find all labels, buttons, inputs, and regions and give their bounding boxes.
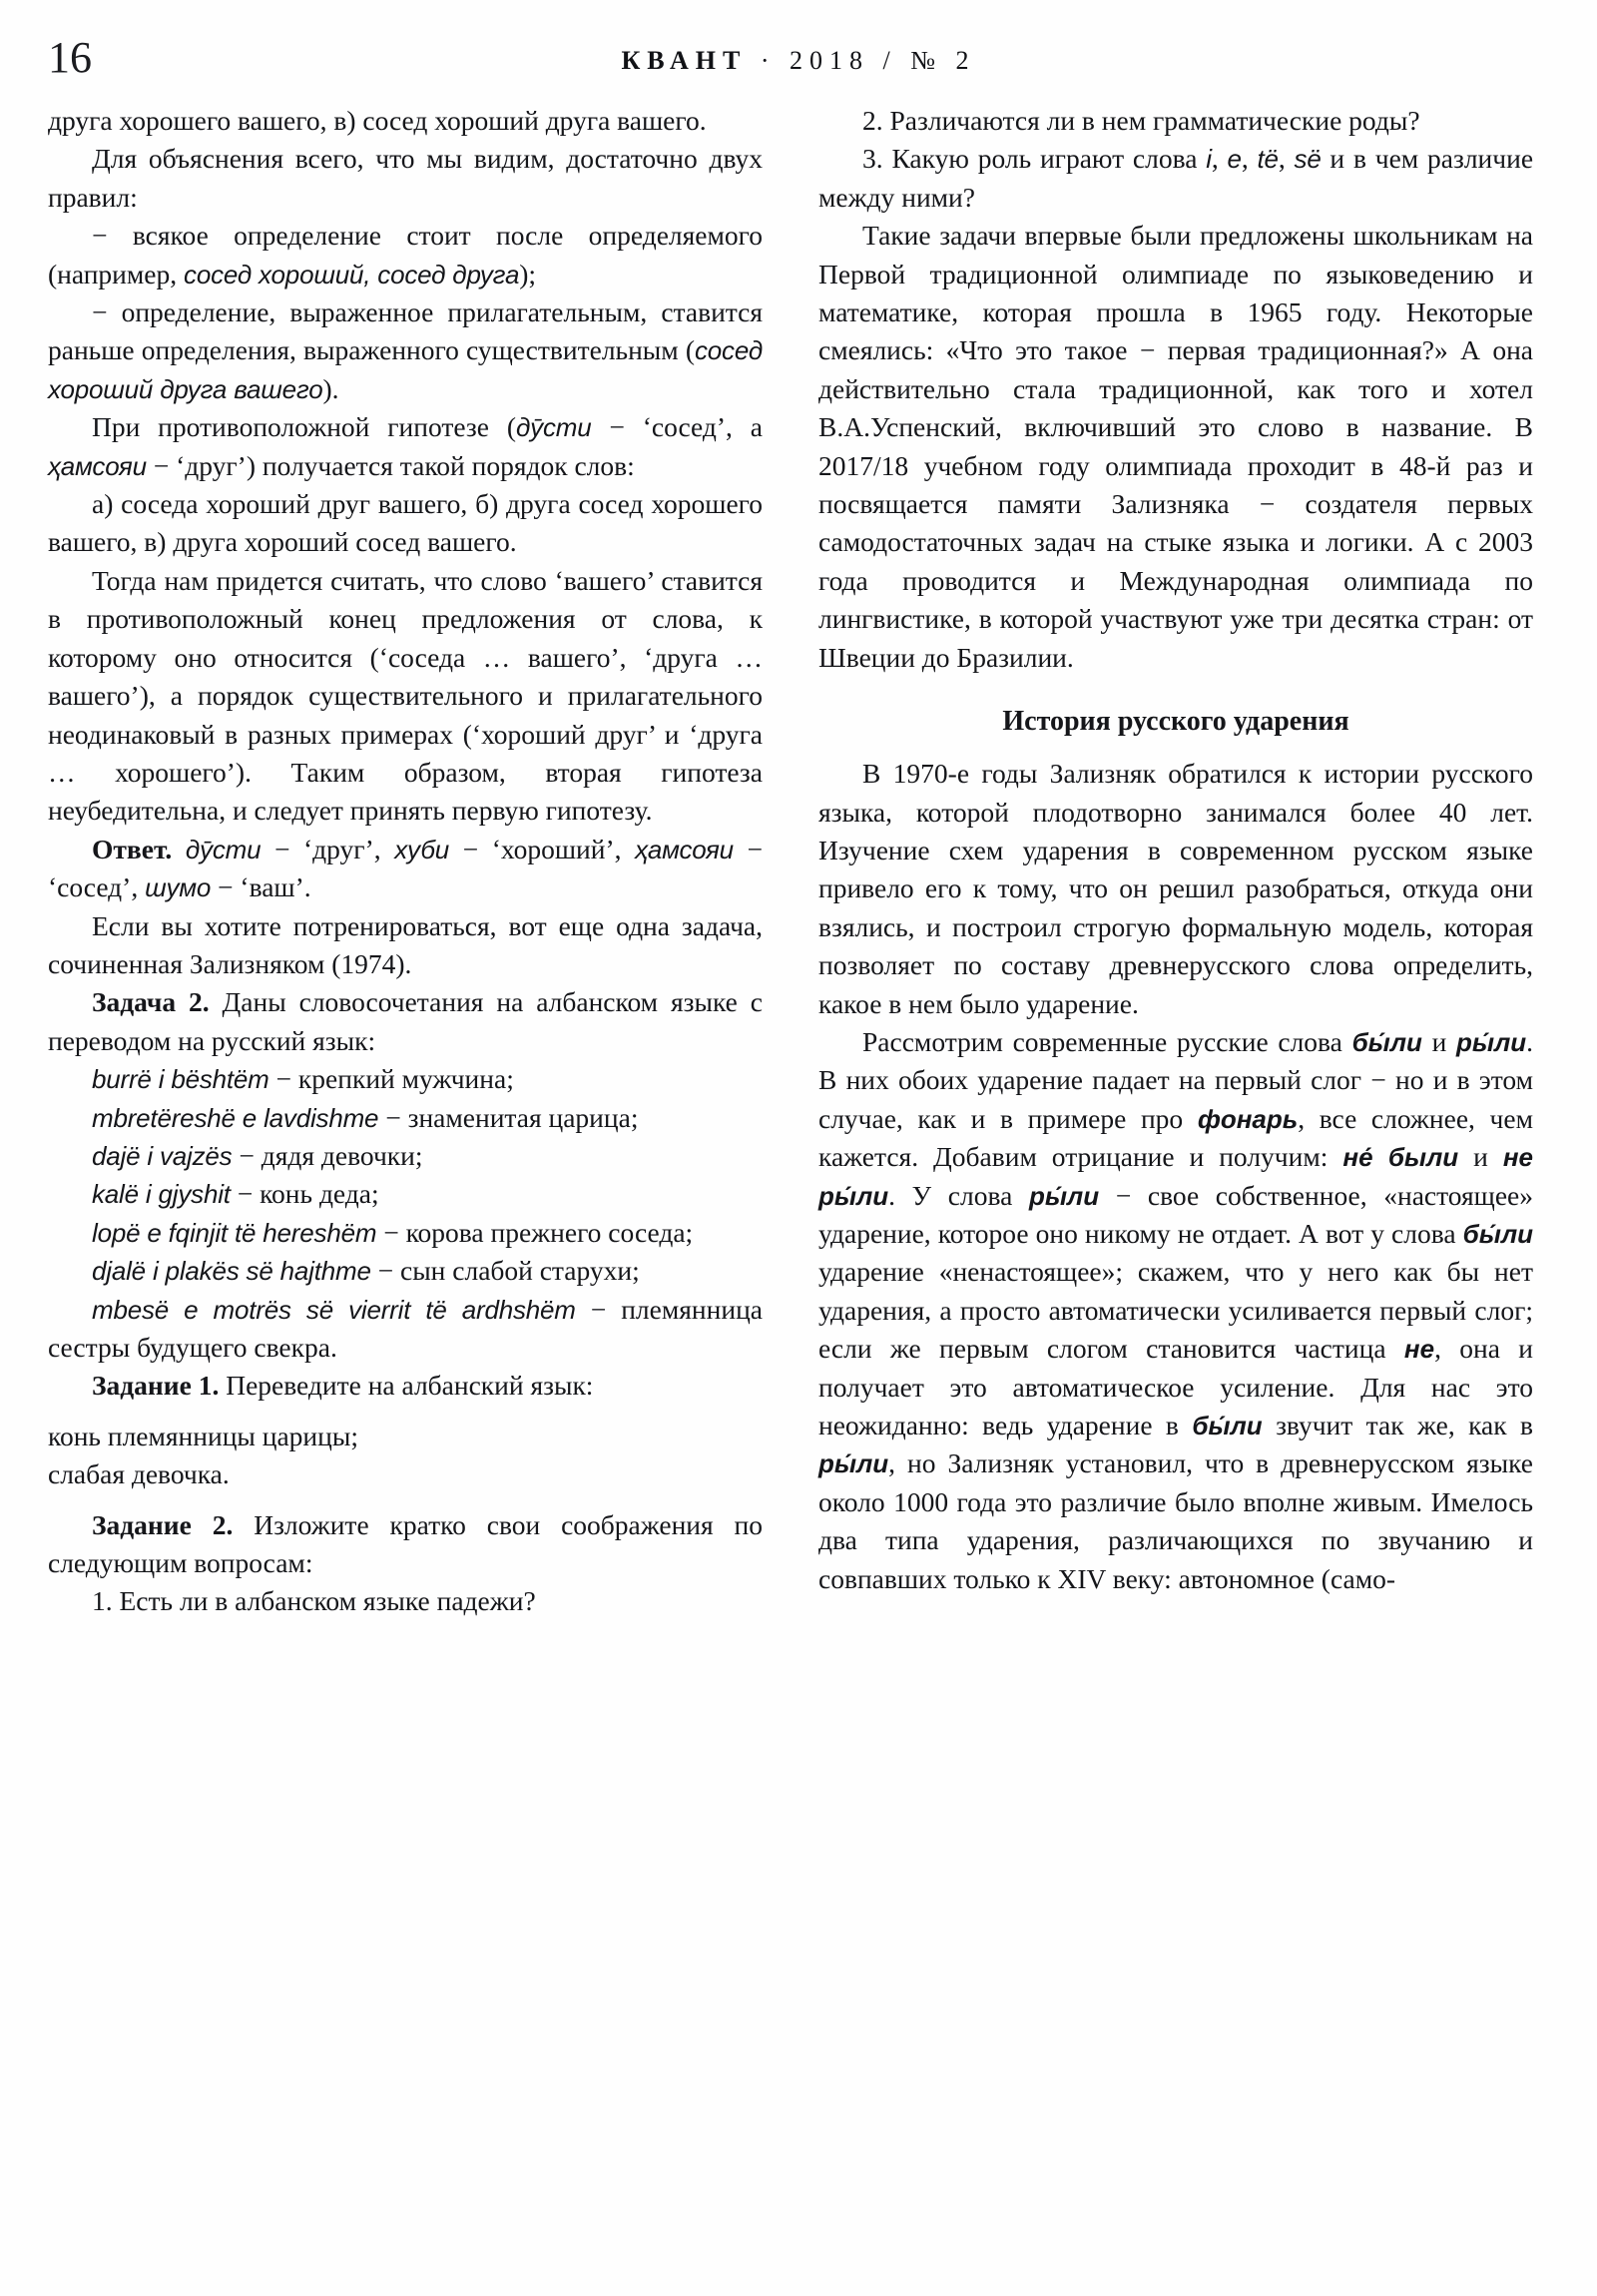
linguistic-example: не́ были bbox=[1342, 1142, 1459, 1173]
text-run: При противоположной гипотезе ( bbox=[92, 411, 516, 443]
dash-separator: − bbox=[376, 1216, 406, 1248]
para-two-rules-intro bbox=[48, 140, 763, 217]
linguistic-example: ры́ли bbox=[1028, 1180, 1100, 1211]
linguistic-example: хуби bbox=[394, 834, 450, 864]
issue-label: 2018 / № 2 bbox=[790, 46, 976, 75]
albanian-item-1 bbox=[48, 1060, 763, 1098]
para-rule-one bbox=[48, 217, 763, 293]
linguistic-example: ры́ли bbox=[818, 1448, 889, 1479]
assignment-1-item-1: конь племянницы царицы; bbox=[48, 1420, 358, 1451]
body-columns bbox=[48, 102, 1549, 1621]
para-then-we-must-assume bbox=[48, 562, 763, 831]
albanian-phrase: mbesë e motrës së vierrit të ardhshëm bbox=[92, 1294, 576, 1325]
question-2: 2. Различаются ли в нем грамматические роды? bbox=[862, 105, 1420, 136]
assignment-label: Задание 2. bbox=[92, 1508, 255, 1540]
albanian-item-2 bbox=[48, 1099, 763, 1137]
assignment-2-question-1: 1. Есть ли в албанском языке падежи? bbox=[92, 1585, 536, 1617]
russian-translation: конь деда; bbox=[260, 1178, 379, 1210]
linguistic-example: бы́ли bbox=[1462, 1218, 1533, 1249]
section-heading: История русского ударения bbox=[1002, 706, 1349, 738]
text-run: ударение «ненастоящее»; скажем, что у него как бы нет ударения, а просто автоматически усиливается первый слог; если же первым слогом становится частица bbox=[818, 1256, 1533, 1365]
journal-header bbox=[48, 46, 1549, 76]
dash-separator: − bbox=[370, 1255, 400, 1287]
linguistic-example: дӯсти bbox=[185, 834, 262, 864]
text-run: Такие задачи впервые были предложены школьникам на Первой традиционной олимпиаде по языковедению и математике, которая прошла в 1965 году. Некоторые смеялись: «Что это такое − первая традиционная?» А она действительно стала традиционной, как того и хотел В.А.Успенский, включивший это слово в название. В 2017/18 учебном году олимпиада проходит в 48-й раз и посвящается памяти Зализняка − создателя первых самодостаточных задач на стыке языка и логики. А с 2003 года проводится и Международная олимпиада по лингвистике, в которой участвуют уже три десятка стран: от Швеции до Бразилии. bbox=[818, 220, 1533, 673]
header-separator: · bbox=[760, 46, 777, 75]
linguistic-example: ры́ли bbox=[1455, 1026, 1527, 1057]
albanian-item-4 bbox=[48, 1175, 763, 1213]
linguistic-example: шумо bbox=[145, 872, 212, 903]
assignment-text: Переведите на албанский язык: bbox=[226, 1370, 594, 1402]
dash-separator: − bbox=[268, 1063, 298, 1095]
albanian-item-3 bbox=[48, 1137, 763, 1175]
albanian-item-7 bbox=[48, 1291, 763, 1368]
linguistic-example: ҳамсояи bbox=[48, 450, 147, 481]
para-word-order-continuation bbox=[48, 102, 763, 140]
text-run: друга хорошего вашего, в) сосед хороший друга вашего. bbox=[48, 105, 707, 136]
text-run: − определение, выраженное прилагательным, ставится раньше определения, выраженного существительным ( bbox=[48, 296, 763, 366]
albanian-phrase: djalë i plakës së hajthme bbox=[92, 1256, 371, 1287]
text-run: − свое собственное, «настоящее» ударение, которое оно никому не отдает. А вот у слова bbox=[818, 1179, 1533, 1249]
russian-translation: знаменитая царица; bbox=[407, 1101, 639, 1133]
right-column bbox=[818, 102, 1533, 1598]
linguistic-example: не ры́ли bbox=[818, 1142, 1534, 1211]
russian-translation: корова прежнего соседа; bbox=[405, 1216, 694, 1248]
assignment-label: Задание 1. bbox=[92, 1370, 227, 1402]
para-assignment-2 bbox=[48, 1506, 763, 1583]
linguistic-example: сосед хороший, сосед друга bbox=[184, 259, 520, 289]
text-run: , она и получает это автоматическое усиление. Для нас это неожиданно: ведь ударение в bbox=[818, 1333, 1534, 1440]
dash-separator: − bbox=[232, 1139, 262, 1171]
linguistic-example: не bbox=[1403, 1334, 1435, 1365]
text-run: , но Зализняк установил, что в древнерусском языке около 1000 года это различие было вполне живым. Имелось два типа ударения, различающихся по звучанию и совпавших только к XIV веку: автономное (само- bbox=[818, 1447, 1533, 1594]
spacer bbox=[48, 1406, 763, 1418]
text-run: − всякое определение стоит после определяемого (например, bbox=[48, 220, 763, 289]
text-run: Тогда нам придется считать, что слово ‘вашего’ ставится в противоположный конец предложения от слова, к которому оно относится (‘соседа … вашего’, ‘друга … вашего’), а порядок существительного и прилагательного неодинаковый в разных примерах (‘хороший друг’ и ‘друга … хорошего’). Таким образом, вторая гипотеза неубедительна, и следует принять первую гипотезу. bbox=[48, 564, 763, 827]
text-run: а) соседа хороший друг вашего, б) друга сосед хорошего вашего, в) друга хороший сосед вашего. bbox=[48, 488, 763, 558]
albanian-phrase: dajë i vajzës bbox=[92, 1140, 233, 1171]
assignment-1-item-2: слабая девочка. bbox=[48, 1458, 230, 1490]
linguistic-example: ҳамсояи bbox=[635, 834, 734, 864]
text-run: ). bbox=[322, 372, 339, 404]
albanian-item-6 bbox=[48, 1252, 763, 1290]
text-run: Если вы хотите потренироваться, вот еще одна задача, сочиненная Зализняком (1974). bbox=[48, 909, 763, 979]
text-run: − ‘ваш’. bbox=[211, 871, 311, 903]
russian-translation: сын слабой старухи; bbox=[399, 1255, 640, 1287]
text-run: Для объяснения всего, что мы видим, достаточно двух правил: bbox=[48, 143, 763, 213]
para-word-order-variants bbox=[48, 485, 763, 562]
linguistic-example: бы́ли bbox=[1192, 1411, 1263, 1440]
albanian-particle: e bbox=[1227, 144, 1242, 175]
text-run: − ‘друг’) получается такой порядок слов: bbox=[146, 449, 635, 481]
albanian-phrase: burrë i bështëm bbox=[92, 1064, 269, 1095]
albanian-item-5 bbox=[48, 1214, 763, 1252]
para-if-you-want-practice bbox=[48, 907, 763, 984]
text-run: Рассмотрим современные русские слова bbox=[862, 1025, 1352, 1057]
page-number: 16 bbox=[48, 33, 92, 82]
text-run: ); bbox=[519, 258, 537, 289]
journal-title: КВАНТ bbox=[621, 46, 748, 75]
question-3: 3. Какую роль играют слова i, e, të, së и в чем различие между ними? bbox=[818, 143, 1534, 213]
text-run: звучит так же, как в bbox=[1262, 1410, 1533, 1440]
para-opposite-hypothesis bbox=[48, 408, 763, 485]
linguistic-example: дӯсти bbox=[516, 412, 592, 443]
para-byli-ryli bbox=[818, 1023, 1533, 1598]
text-run: − ‘друг’, bbox=[261, 833, 395, 864]
dash-separator: − bbox=[378, 1101, 408, 1133]
albanian-particle: së bbox=[1294, 144, 1322, 175]
emphasis-bold: Задача 2. bbox=[92, 986, 223, 1018]
text-run: − ‘сосед’, bbox=[48, 833, 763, 903]
text-run: . У слова bbox=[888, 1179, 1029, 1211]
albanian-particle: i bbox=[1206, 144, 1212, 175]
text-run: . В них обоих ударение падает на первый слог − но и в этом случае, как и в примере про bbox=[818, 1025, 1534, 1134]
text-run: , все сложнее, чем кажется. Добавим отрицание и получим: bbox=[818, 1102, 1533, 1173]
dash-separator: − bbox=[230, 1178, 261, 1210]
para-assignment-1 bbox=[48, 1367, 763, 1405]
text-run: и bbox=[1458, 1141, 1503, 1173]
albanian-phrase: mbretëreshë e lavdishme bbox=[92, 1102, 379, 1133]
text-run: и bbox=[1421, 1025, 1456, 1057]
albanian-phrase: lopë e fqinjit të hereshëm bbox=[92, 1217, 377, 1248]
linguistic-example: фонарь bbox=[1197, 1103, 1299, 1134]
left-column bbox=[48, 102, 763, 1621]
spacer bbox=[48, 1494, 763, 1506]
para-1970s-zaliznyak bbox=[818, 755, 1533, 1023]
text-run: − ‘сосед’, а bbox=[591, 411, 763, 443]
linguistic-example: бы́ли bbox=[1351, 1026, 1422, 1057]
emphasis-bold: Ответ. bbox=[92, 833, 186, 864]
russian-translation: крепкий мужчина; bbox=[297, 1063, 514, 1095]
linguistic-example: сосед хороший друга вашего bbox=[48, 335, 763, 404]
text-run: Даны словосочетания на албанском языке с переводом на русский язык: bbox=[48, 986, 763, 1056]
para-olympiad-history bbox=[818, 217, 1533, 677]
text-run: В 1970-е годы Зализняк обратился к истории русского языка, которой плодотворно занимался более 40 лет. Изучение схем ударения в современном русском языке привело его к тому, что он решил разобраться, откуда они взялись, и построил строгую формальную модель, которая позволяет по составу древнерусского слова определить, какое в нем было ударение. bbox=[818, 758, 1533, 1019]
assignment-text: Изложите кратко свои соображения по следующим вопросам: bbox=[48, 1508, 763, 1579]
running-head bbox=[48, 28, 1549, 102]
russian-translation: дядя девочки; bbox=[261, 1139, 423, 1171]
russian-translation: племянница сестры будущего свекра. bbox=[48, 1293, 763, 1363]
albanian-phrase: kalë i gjyshit bbox=[92, 1179, 231, 1210]
dash-separator: − bbox=[575, 1293, 622, 1325]
para-answer bbox=[48, 831, 763, 907]
albanian-particle: të bbox=[1257, 144, 1279, 175]
para-rule-two bbox=[48, 293, 763, 408]
text-run: − ‘хороший’, bbox=[449, 833, 636, 864]
para-task-2 bbox=[48, 983, 763, 1060]
